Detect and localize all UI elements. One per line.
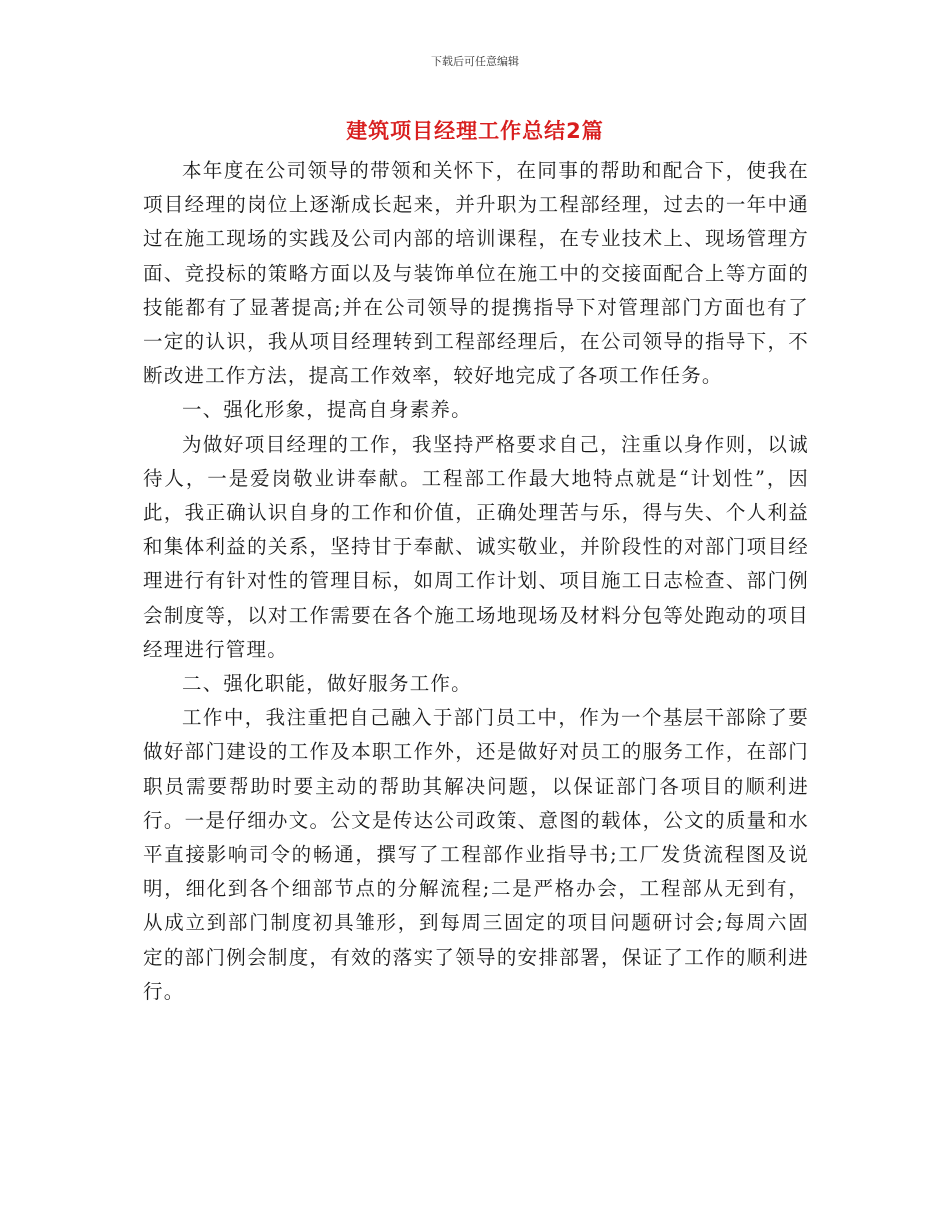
paragraph-section-1: 为做好项目经理的工作，我坚持严格要求自己，注重以身作则，以诚待人，一是爱岗敬业讲奉献。工程部工作最大地特点就是“计划性”，因此，我正确认识自身的工作和价值，正确处理苦与乐，得与失、个人利益和集体利益的关系，坚持甘于奉献、诚实敬业，并阶段性的对部门项目经理进行有针对性的管理目标，如周工作计划、项目施工日志检查、部门例会制度等，以对工作需要在各个施工场地现场及材料分包等处跑动的项目经理进行管理。 (143, 432, 809, 661)
page-header-note: 下载后可任意编辑 (431, 55, 519, 68)
document-body (143, 154, 809, 1009)
section-heading-2: 二、强化职能，做好服务工作。 (182, 672, 472, 696)
document-title: 建筑项目经理工作总结2篇 (346, 119, 604, 143)
paragraph-intro: 本年度在公司领导的带领和关怀下，在同事的帮助和配合下，使我在项目经理的岗位上逐渐成长起来，并升职为工程部经理，过去的一年中通过在施工现场的实践及公司内部的培训课程，在专业技术上、现场管理方面、竞投标的策略方面以及与装饰单位在施工中的交接面配合上等方面的技能都有了显著提高;并在公司领导的提携指导下对管理部门方面也有了一定的认识，我从项目经理转到工程部经理后，在公司领导的指导下，不断改进工作方法，提高工作效率，较好地完成了各项工作任务。 (143, 159, 809, 388)
section-heading-1: 一、强化形象，提高自身素养。 (182, 398, 472, 422)
paragraph-section-2: 工作中，我注重把自己融入于部门员工中，作为一个基层干部除了要做好部门建设的工作及本职工作外，还是做好对员工的服务工作，在部门职员需要帮助时要主动的帮助其解决问题，以保证部门各项目的顺利进行。一是仔细办文。公文是传达公司政策、意图的载体，公文的质量和水平直接影响司令的畅通，撰写了工程部作业指导书;工厂发货流程图及说明，细化到各个细部节点的分解流程;二是严格办会，工程部从无到有，从成立到部门制度初具雏形，到每周三固定的项目问题研讨会;每周六固定的部门例会制度，有效的落实了领导的安排部署，保证了工作的顺利进行。 (143, 706, 809, 1003)
